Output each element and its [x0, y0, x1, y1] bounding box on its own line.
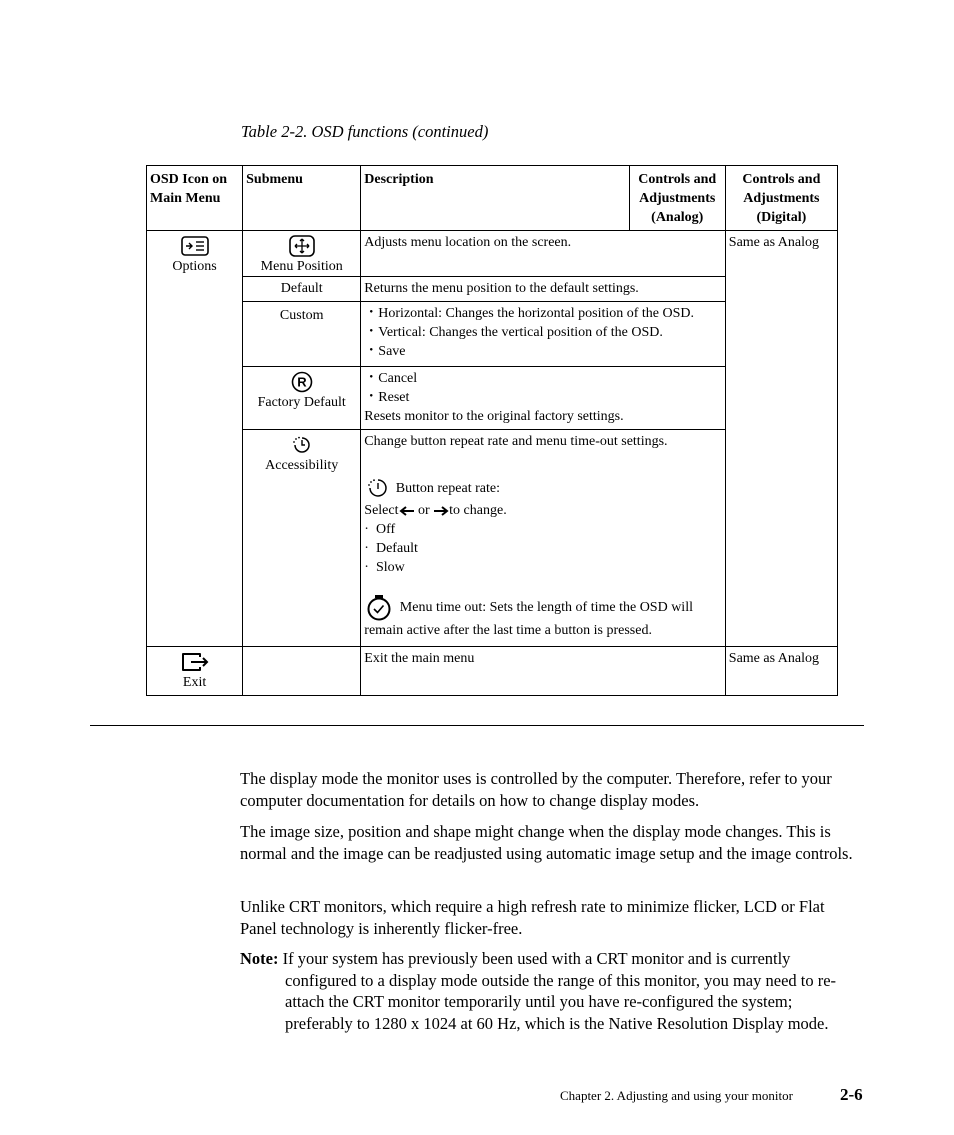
- page-number: 2-6: [840, 1085, 863, 1104]
- menu-position-label: Menu Position: [260, 259, 343, 274]
- custom-label: Custom: [243, 302, 361, 367]
- header-submenu: Submenu: [243, 166, 361, 231]
- move-arrows-icon: [287, 235, 317, 257]
- list-item: · Default: [364, 541, 418, 556]
- paragraph-1: The display mode the monitor uses is controlled by the computer. Therefore, refer to your computer documentation for details on how to change display modes.: [240, 769, 832, 810]
- table-row: [147, 647, 838, 696]
- list-item: ・Vertical: Changes the vertical position of the OSD.: [364, 325, 663, 340]
- list-item: ・Save: [364, 344, 406, 359]
- header-analog: Controls and Adjustments (Analog): [629, 166, 725, 231]
- svg-text:R: R: [297, 374, 307, 390]
- arrow-left-icon: [399, 506, 415, 516]
- exit-digital: Same as Analog: [725, 647, 837, 696]
- exit-cell: [147, 647, 243, 696]
- exit-icon: [180, 651, 210, 673]
- table-row: [147, 231, 838, 277]
- options-cell: [147, 231, 243, 647]
- note-text: If your system has previously been used with a CRT monitor and is currently configured to a display mode outside the range of this monitor, you may need to re-attach the CRT monitor temporarily until you have re-configured the system; preferably to 1280 x 1024 at 60 Hz, which is the Native Resolution Display mode.: [282, 949, 837, 1033]
- header-digital: Controls and Adjustments (Digital): [725, 166, 837, 231]
- note-label: Note:: [240, 949, 279, 968]
- footer-chapter: Chapter 2. Adjusting and using your monitor: [560, 1088, 793, 1103]
- list-item: ・Cancel: [364, 371, 418, 386]
- options-digital: Same as Analog: [725, 231, 837, 647]
- factory-default-label: Factory Default: [257, 395, 346, 410]
- options-label: Options: [172, 259, 217, 274]
- note-block: [240, 948, 860, 1034]
- select-line: Select or to change.: [364, 503, 507, 518]
- custom-description: [361, 302, 726, 367]
- table-caption: Table 2-2. OSD functions (continued): [241, 122, 489, 141]
- accessibility-timer-icon: [287, 434, 317, 456]
- exit-label: Exit: [182, 675, 207, 690]
- list-item: · Slow: [364, 560, 405, 575]
- factory-default-description: [361, 367, 726, 430]
- paragraph-2: The image size, position and shape might change when the display mode changes. This is normal and the image can be readjusted using automatic image setup and the image controls.: [240, 822, 853, 863]
- header-description: Description: [361, 166, 629, 231]
- header-icon: OSD Icon on Main Menu: [147, 166, 243, 231]
- factory-default-cell: [243, 367, 361, 430]
- table-header-row: [147, 166, 838, 231]
- repeat-rate-line: Button repeat rate:: [364, 477, 722, 501]
- arrow-right-icon: [433, 506, 449, 516]
- accessibility-label: Accessibility: [265, 458, 339, 473]
- menu-position-description: Adjusts menu location on the screen.: [361, 231, 726, 277]
- osd-functions-table: [146, 165, 838, 696]
- exit-description: Exit the main menu: [361, 647, 726, 696]
- list-item: ・Reset: [364, 390, 410, 405]
- menu-position-cell: [243, 231, 361, 277]
- accessibility-description: [361, 430, 726, 647]
- repeat-rate-timer-icon: [364, 477, 392, 501]
- default-description: Returns the menu position to the default settings.: [361, 277, 726, 302]
- paragraph-3: Unlike CRT monitors, which require a high refresh rate to minimize flicker, LCD or Flat Panel technology is inherently flicker-free.: [240, 897, 825, 938]
- timeout-line: Menu time out: Sets the length of time the OSD will remain active after the last time a button is pressed.: [364, 595, 722, 640]
- reset-r-icon: [287, 371, 317, 393]
- accessibility-cell: [243, 430, 361, 647]
- factory-default-text: Resets monitor to the original factory settings.: [364, 409, 624, 424]
- exit-submenu: [243, 647, 361, 696]
- options-icon: [180, 235, 210, 257]
- default-label: Default: [243, 277, 361, 302]
- accessibility-text: Change button repeat rate and menu time-out settings.: [364, 434, 668, 449]
- stopwatch-icon: [364, 595, 396, 621]
- list-item: ・Horizontal: Changes the horizontal position of the OSD.: [364, 306, 695, 321]
- section-divider: [90, 725, 864, 726]
- list-item: · Off: [364, 522, 396, 537]
